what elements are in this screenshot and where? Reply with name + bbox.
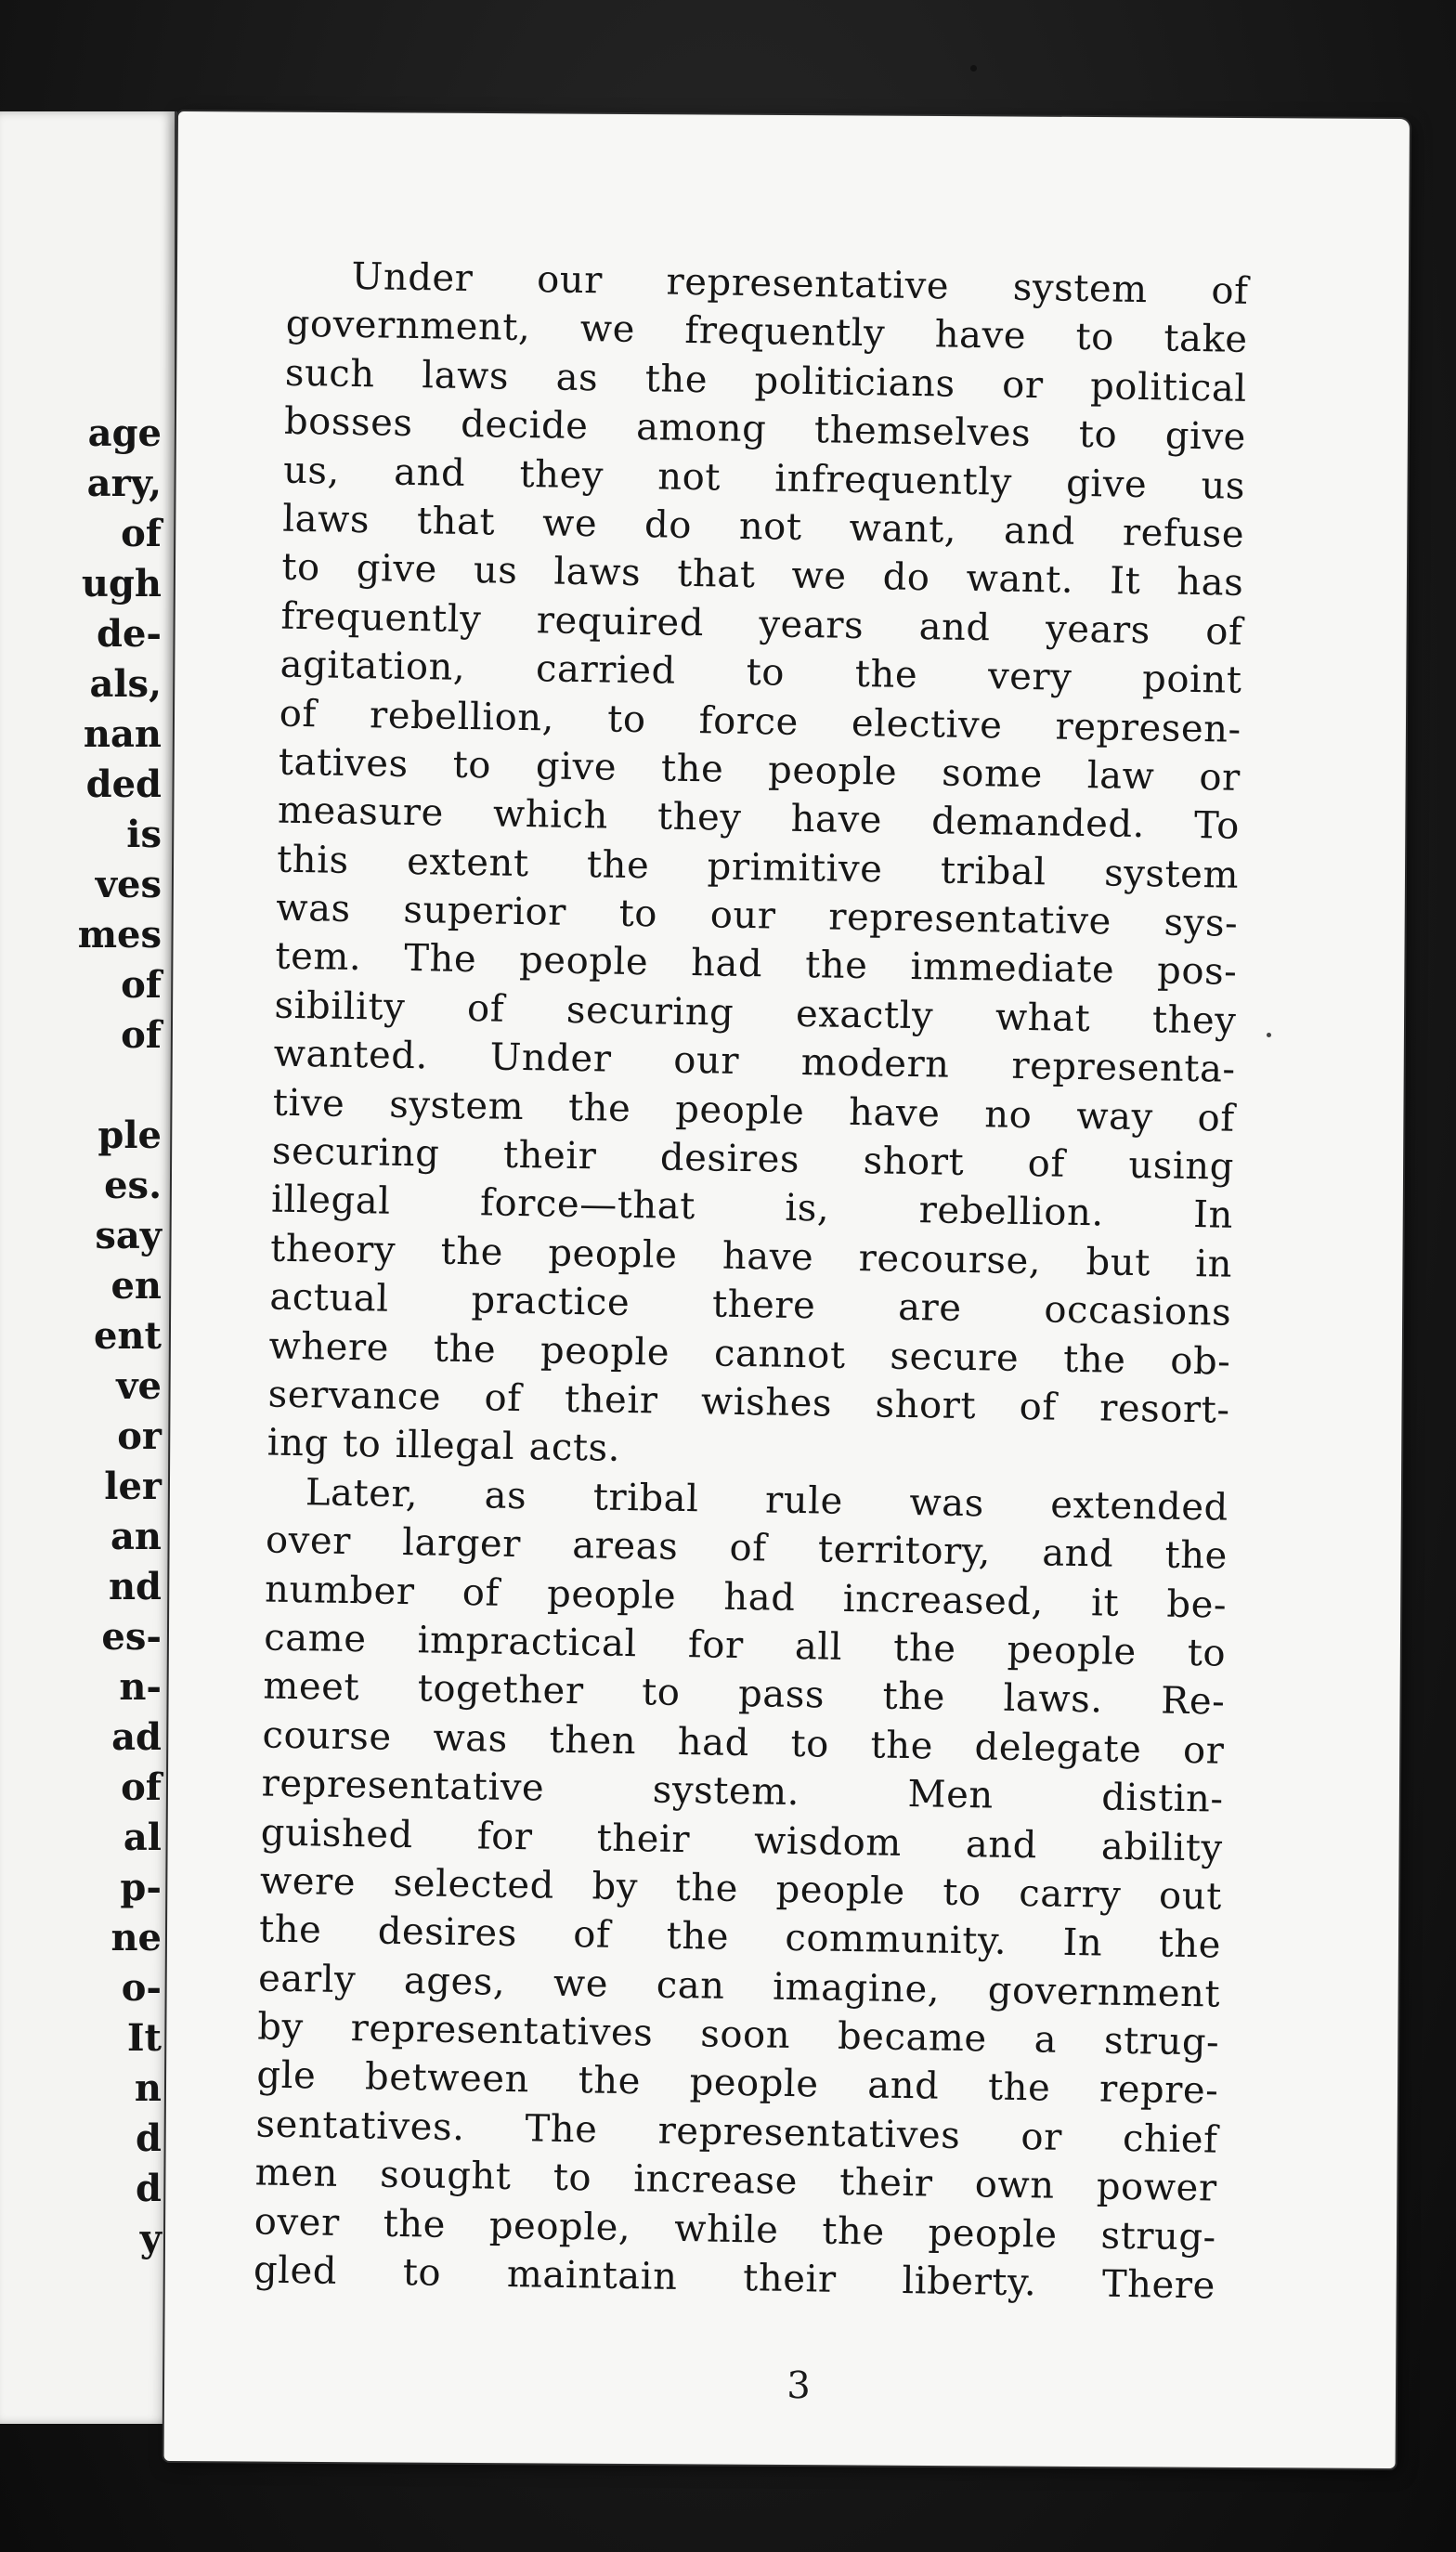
text-line: men sought to increase their own power xyxy=(254,2151,1218,2210)
text-line: frequently required years and years of xyxy=(280,594,1243,654)
text-line: servance of their wishes short of resort- xyxy=(267,1373,1230,1432)
text-line: course was then had to the delegate or xyxy=(262,1713,1225,1773)
text-line: illegal force—that is, rebellion. In xyxy=(270,1178,1234,1238)
text-line: ing to illegal acts. xyxy=(266,1421,621,1471)
left-page-line-fragment: It xyxy=(126,2016,162,2060)
text-line: where the people cannot secure the ob- xyxy=(268,1324,1231,1384)
page-number: 3 xyxy=(786,2364,811,2408)
left-page-line-fragment: or xyxy=(117,1414,162,1458)
text-line: bosses decide among themselves to give xyxy=(283,399,1247,460)
text-line: gled to maintain their liberty. There xyxy=(253,2248,1216,2308)
left-page-line-fragment: of xyxy=(121,963,162,1007)
text-line: sibility of securing exactly what they xyxy=(274,983,1237,1043)
left-page-line-fragment: ent xyxy=(93,1314,162,1358)
left-page-line-fragment: an xyxy=(110,1515,162,1558)
paragraph-2 xyxy=(254,1467,1229,2311)
left-page-line-fragment: d xyxy=(136,2116,162,2160)
text-line: actual practice there are occasions xyxy=(269,1275,1232,1335)
text-line: came impractical for all the people to xyxy=(263,1616,1227,1675)
left-page-line-fragment: d xyxy=(136,2167,162,2210)
left-page-line-fragment: y xyxy=(139,2217,162,2260)
page-text xyxy=(254,252,1249,2311)
text-line: government, we frequently have to take xyxy=(285,303,1249,362)
left-page-line-fragment: say xyxy=(95,1214,162,1257)
text-line: measure which they have demanded. To xyxy=(277,788,1241,849)
text-line: representative system. Men distin- xyxy=(261,1762,1224,1821)
left-page-line-fragment xyxy=(78,1061,162,1111)
left-page-line-fragment: es- xyxy=(101,1615,162,1659)
left-page-line-fragment: al xyxy=(123,1816,162,1859)
left-page-line-fragment: en xyxy=(110,1264,162,1308)
left-page-text-fragments xyxy=(78,409,162,2264)
text-line: sentatives. The representatives or chief xyxy=(255,2103,1218,2162)
text-line: was superior to our representative sys- xyxy=(275,886,1239,945)
text-line: guished for their wisdom and ability xyxy=(260,1810,1224,1870)
text-line: the desires of the community. In the xyxy=(258,1907,1222,1967)
text-line: gle between the people and the repre- xyxy=(256,2053,1219,2114)
left-page-line-fragment: ded xyxy=(85,762,162,806)
left-page-line-fragment: n- xyxy=(119,1665,162,1709)
left-page-line-fragment: of xyxy=(121,1765,162,1809)
text-line: theory the people have recourse, but in xyxy=(269,1227,1233,1286)
text-line: of rebellion, to force elective represen- xyxy=(279,692,1242,751)
left-page-line-fragment: es. xyxy=(104,1164,162,1207)
text-line: by representatives soon became a strug- xyxy=(256,2005,1220,2064)
left-page-line-fragment: p- xyxy=(120,1866,162,1909)
left-page-line-fragment: ad xyxy=(111,1715,162,1759)
text-line: Later, as tribal rule was extended xyxy=(305,1470,1229,1530)
text-line: laws that we do not want, and refuse xyxy=(281,497,1245,556)
left-page-line-fragment: ves xyxy=(95,863,162,906)
text-line: tive system the people have no way of xyxy=(272,1081,1236,1140)
left-page-line-fragment: ne xyxy=(110,1916,162,1960)
left-page-line-fragment: age xyxy=(87,411,162,455)
text-line: over larger areas of territory, and the xyxy=(265,1518,1228,1578)
left-page-line-fragment: als, xyxy=(89,662,162,706)
left-page-edge xyxy=(0,111,177,2424)
dust-speck xyxy=(1267,1033,1271,1037)
text-line: us, and they not infrequently give us xyxy=(282,449,1246,508)
left-page-line-fragment: ler xyxy=(104,1465,162,1508)
text-line: were selected by the people to carry out xyxy=(259,1859,1223,1919)
book-page xyxy=(164,111,1410,2468)
left-page-line-fragment: o- xyxy=(121,1966,162,2010)
left-page-line-fragment: n xyxy=(134,2066,162,2110)
text-line: tatives to give the people some law or xyxy=(278,740,1242,800)
text-line: this extent the primitive tribal system xyxy=(276,838,1240,897)
text-line: early ages, we can imagine, government xyxy=(257,1957,1221,2016)
left-page-line-fragment: ve xyxy=(116,1364,162,1408)
left-page-line-fragment: nan xyxy=(83,712,162,756)
text-line: to give us laws that we do want. It has xyxy=(281,546,1244,605)
left-page-line-fragment: ple xyxy=(98,1113,162,1157)
text-line: securing their desires short of using xyxy=(271,1129,1235,1189)
left-page-line-fragment: ugh xyxy=(81,562,162,605)
left-page-line-fragment: nd xyxy=(108,1565,162,1608)
left-page-line-fragment: de- xyxy=(96,612,162,656)
text-line: agitation, carried to the very point xyxy=(280,643,1242,702)
left-page-line-fragment: mes xyxy=(77,913,162,957)
text-line: Under our representative system of xyxy=(351,254,1249,313)
left-page-line-fragment: of xyxy=(121,512,162,555)
left-page-line-fragment: of xyxy=(121,1013,162,1057)
text-line: such laws as the politicians or political xyxy=(284,351,1248,410)
left-page-line-fragment: ary, xyxy=(86,462,162,505)
paragraph-1 xyxy=(266,252,1249,1484)
text-line: number of people had increased, it be- xyxy=(264,1568,1228,1627)
left-page-line-fragment: is xyxy=(126,813,162,856)
text-line: meet together to pass the laws. Re- xyxy=(263,1664,1226,1725)
dust-speck xyxy=(970,65,977,72)
text-line: over the people, while the people strug- xyxy=(254,2200,1217,2259)
text-line: wanted. Under our modern representa- xyxy=(273,1032,1236,1092)
text-line: tem. The people had the immediate pos- xyxy=(275,935,1238,995)
